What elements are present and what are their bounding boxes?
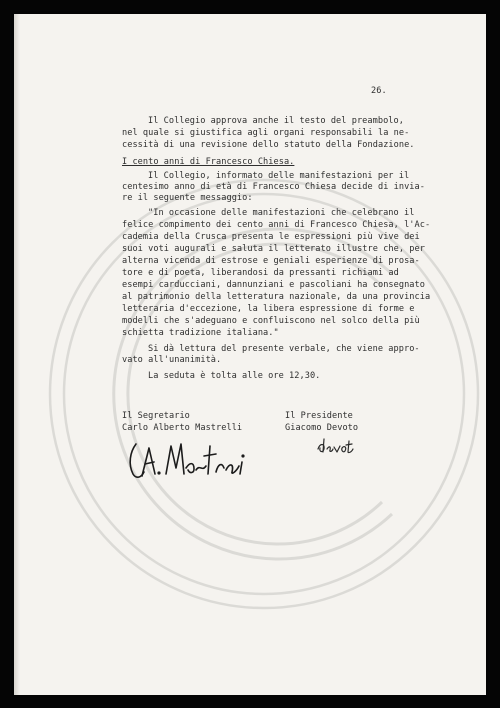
intro-line-3: re il seguente messaggio: xyxy=(122,193,253,203)
intro-line-1: Il Collegio, informato delle manifestazioni per il xyxy=(148,171,410,181)
secretary-role: Il Segretario xyxy=(122,411,190,421)
message-line-11: schietta tradizione italiana." xyxy=(122,328,279,338)
secretary-name: Carlo Alberto Mastrelli xyxy=(122,423,243,433)
preamble-line-1: Il Collegio approva anche il testo del preambolo, xyxy=(148,116,404,126)
message-line-2: felice compimento dei cento anni di Francesco Chiesa, l'Ac- xyxy=(122,220,431,230)
page-number: 26. xyxy=(371,86,387,96)
message-line-5: alterna vicenda di estrose e geniali esperienze di prosa- xyxy=(122,256,420,266)
intro-line-2: centesimo anno di età di Francesco Chiesa decide di invia- xyxy=(122,182,425,192)
message-line-1: "In occasione delle manifestazioni che celebrano il xyxy=(148,208,415,218)
message-line-6: tore e di poeta, liberandosi da pressanti richiami ad xyxy=(122,268,399,278)
message-line-9: letteraria d'eccezione, la libera espressione di forme e xyxy=(122,304,415,314)
message-line-8: al patrimonio della letteratura nazionale, da una provincia xyxy=(122,292,431,302)
message-line-4: suoi voti augurali e saluta il letterato illustre che, per xyxy=(122,244,425,254)
president-signature-icon xyxy=(314,435,358,457)
president-name: Giacomo Devoto xyxy=(285,423,359,433)
section-heading: I cento anni di Francesco Chiesa. xyxy=(122,157,295,167)
message-line-10: modelli che s'adeguano e confluiscono nel solco della più xyxy=(122,316,420,326)
closing-line-3: La seduta è tolta alle ore 12,30. xyxy=(148,371,321,381)
document-page xyxy=(14,14,486,695)
page-binding-shadow xyxy=(14,14,20,695)
preamble-line-3: cessità di una revisione dello statuto della Fondazione. xyxy=(122,140,415,150)
message-line-3: cademia della Crusca presenta le espressioni più vive dei xyxy=(122,232,420,242)
message-line-7: esempi carducciani, dannunziani e pascoliani ha consegnato xyxy=(122,280,425,290)
preamble-line-2: nel quale si giustifica agli organi responsabili la ne- xyxy=(122,128,410,138)
closing-line-2: vato all'unanimità. xyxy=(122,355,222,365)
closing-line-1: Si dà lettura del presente verbale, che viene appro- xyxy=(148,344,420,354)
president-role: Il Presidente xyxy=(285,411,353,421)
secretary-signature-icon xyxy=(122,432,252,482)
